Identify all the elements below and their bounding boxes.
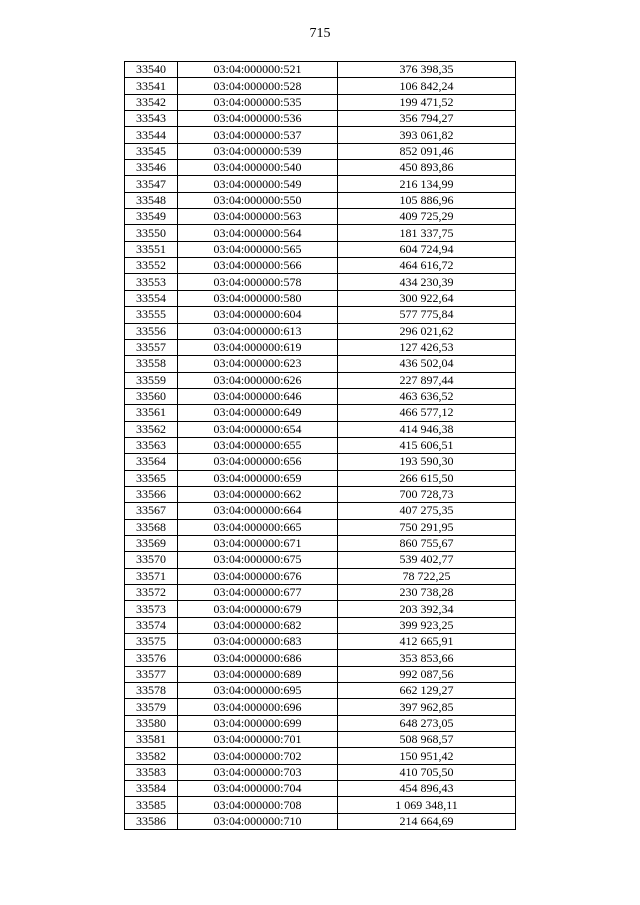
table-row [125, 274, 516, 290]
table-row [125, 634, 516, 650]
value-cell: 434 230,39 [338, 274, 516, 290]
row-number-cell: 33561 [125, 405, 178, 421]
table-row [125, 454, 516, 470]
row-number-cell: 33563 [125, 437, 178, 453]
row-number-cell: 33556 [125, 323, 178, 339]
table-row [125, 568, 516, 584]
cadastral-value-table [124, 61, 516, 830]
value-cell: 466 577,12 [338, 405, 516, 421]
row-number-cell: 33578 [125, 683, 178, 699]
table-row [125, 437, 516, 453]
row-number-cell: 33573 [125, 601, 178, 617]
row-number-cell: 33575 [125, 634, 178, 650]
cadastral-number-cell: 03:04:000000:677 [178, 585, 338, 601]
table-row [125, 192, 516, 208]
value-cell: 300 922,64 [338, 290, 516, 306]
value-cell: 214 664,69 [338, 813, 516, 829]
cadastral-number-cell: 03:04:000000:679 [178, 601, 338, 617]
row-number-cell: 33568 [125, 519, 178, 535]
table-row [125, 225, 516, 241]
row-number-cell: 33558 [125, 356, 178, 372]
row-number-cell: 33569 [125, 535, 178, 551]
value-cell: 992 087,56 [338, 666, 516, 682]
row-number-cell: 33560 [125, 388, 178, 404]
table-row [125, 552, 516, 568]
cadastral-number-cell: 03:04:000000:659 [178, 470, 338, 486]
value-cell: 127 426,53 [338, 339, 516, 355]
value-cell: 266 615,50 [338, 470, 516, 486]
value-cell: 407 275,35 [338, 503, 516, 519]
table-row [125, 748, 516, 764]
table-row [125, 94, 516, 110]
table-row [125, 601, 516, 617]
cadastral-number-cell: 03:04:000000:623 [178, 356, 338, 372]
row-number-cell: 33574 [125, 617, 178, 633]
row-number-cell: 33547 [125, 176, 178, 192]
table-row [125, 143, 516, 159]
row-number-cell: 33565 [125, 470, 178, 486]
value-cell: 78 722,25 [338, 568, 516, 584]
row-number-cell: 33550 [125, 225, 178, 241]
table-row [125, 486, 516, 502]
value-cell: 464 616,72 [338, 258, 516, 274]
row-number-cell: 33577 [125, 666, 178, 682]
row-number-cell: 33567 [125, 503, 178, 519]
cadastral-number-cell: 03:04:000000:619 [178, 339, 338, 355]
table-row [125, 388, 516, 404]
value-cell: 216 134,99 [338, 176, 516, 192]
row-number-cell: 33583 [125, 764, 178, 780]
cadastral-number-cell: 03:04:000000:537 [178, 127, 338, 143]
cadastral-number-cell: 03:04:000000:656 [178, 454, 338, 470]
table-row [125, 356, 516, 372]
cadastral-number-cell: 03:04:000000:564 [178, 225, 338, 241]
cadastral-number-cell: 03:04:000000:671 [178, 535, 338, 551]
row-number-cell: 33564 [125, 454, 178, 470]
row-number-cell: 33540 [125, 62, 178, 78]
value-cell: 662 129,27 [338, 683, 516, 699]
row-number-cell: 33584 [125, 781, 178, 797]
table-row [125, 339, 516, 355]
cadastral-number-cell: 03:04:000000:646 [178, 388, 338, 404]
value-cell: 750 291,95 [338, 519, 516, 535]
row-number-cell: 33551 [125, 241, 178, 257]
row-number-cell: 33566 [125, 486, 178, 502]
cadastral-number-cell: 03:04:000000:682 [178, 617, 338, 633]
value-cell: 393 061,82 [338, 127, 516, 143]
cadastral-number-cell: 03:04:000000:566 [178, 258, 338, 274]
row-number-cell: 33570 [125, 552, 178, 568]
cadastral-number-cell: 03:04:000000:701 [178, 732, 338, 748]
table-row [125, 290, 516, 306]
table-row [125, 160, 516, 176]
row-number-cell: 33579 [125, 699, 178, 715]
table-row [125, 258, 516, 274]
cadastral-number-cell: 03:04:000000:536 [178, 111, 338, 127]
cadastral-number-cell: 03:04:000000:708 [178, 797, 338, 813]
cadastral-number-cell: 03:04:000000:695 [178, 683, 338, 699]
cadastral-number-cell: 03:04:000000:578 [178, 274, 338, 290]
page-number: 715 [309, 26, 331, 41]
row-number-cell: 33585 [125, 797, 178, 813]
table-row [125, 127, 516, 143]
table-row [125, 78, 516, 94]
value-cell: 150 951,42 [338, 748, 516, 764]
value-cell: 181 337,75 [338, 225, 516, 241]
cadastral-number-cell: 03:04:000000:675 [178, 552, 338, 568]
cadastral-number-cell: 03:04:000000:540 [178, 160, 338, 176]
table-row [125, 323, 516, 339]
value-cell: 230 738,28 [338, 585, 516, 601]
value-cell: 106 842,24 [338, 78, 516, 94]
row-number-cell: 33554 [125, 290, 178, 306]
row-number-cell: 33586 [125, 813, 178, 829]
row-number-cell: 33549 [125, 209, 178, 225]
cadastral-number-cell: 03:04:000000:613 [178, 323, 338, 339]
cadastral-number-cell: 03:04:000000:704 [178, 781, 338, 797]
table-row [125, 307, 516, 323]
table-row [125, 650, 516, 666]
value-cell: 414 946,38 [338, 421, 516, 437]
value-cell: 356 794,27 [338, 111, 516, 127]
table-row [125, 797, 516, 813]
value-cell: 203 392,34 [338, 601, 516, 617]
cadastral-number-cell: 03:04:000000:676 [178, 568, 338, 584]
table-row [125, 764, 516, 780]
cadastral-number-cell: 03:04:000000:664 [178, 503, 338, 519]
table-row [125, 241, 516, 257]
cadastral-number-cell: 03:04:000000:665 [178, 519, 338, 535]
value-cell: 648 273,05 [338, 715, 516, 731]
cadastral-number-cell: 03:04:000000:626 [178, 372, 338, 388]
table-row [125, 111, 516, 127]
row-number-cell: 33562 [125, 421, 178, 437]
table-row [125, 585, 516, 601]
value-cell: 397 962,85 [338, 699, 516, 715]
row-number-cell: 33553 [125, 274, 178, 290]
table-row [125, 470, 516, 486]
table-row [125, 715, 516, 731]
value-cell: 508 968,57 [338, 732, 516, 748]
cadastral-number-cell: 03:04:000000:683 [178, 634, 338, 650]
cadastral-number-cell: 03:04:000000:662 [178, 486, 338, 502]
row-number-cell: 33548 [125, 192, 178, 208]
row-number-cell: 33552 [125, 258, 178, 274]
value-cell: 539 402,77 [338, 552, 516, 568]
row-number-cell: 33572 [125, 585, 178, 601]
table-row [125, 535, 516, 551]
cadastral-number-cell: 03:04:000000:565 [178, 241, 338, 257]
value-cell: 604 724,94 [338, 241, 516, 257]
cadastral-number-cell: 03:04:000000:710 [178, 813, 338, 829]
table-row [125, 209, 516, 225]
table-row [125, 372, 516, 388]
table-row [125, 519, 516, 535]
value-cell: 450 893,86 [338, 160, 516, 176]
cadastral-number-cell: 03:04:000000:689 [178, 666, 338, 682]
value-cell: 296 021,62 [338, 323, 516, 339]
cadastral-number-cell: 03:04:000000:654 [178, 421, 338, 437]
cadastral-number-cell: 03:04:000000:550 [178, 192, 338, 208]
cadastral-number-cell: 03:04:000000:549 [178, 176, 338, 192]
cadastral-number-cell: 03:04:000000:686 [178, 650, 338, 666]
row-number-cell: 33581 [125, 732, 178, 748]
value-cell: 199 471,52 [338, 94, 516, 110]
table-row [125, 666, 516, 682]
cadastral-number-cell: 03:04:000000:604 [178, 307, 338, 323]
cadastral-number-cell: 03:04:000000:521 [178, 62, 338, 78]
row-number-cell: 33541 [125, 78, 178, 94]
table-row [125, 732, 516, 748]
cadastral-number-cell: 03:04:000000:649 [178, 405, 338, 421]
row-number-cell: 33580 [125, 715, 178, 731]
value-cell: 577 775,84 [338, 307, 516, 323]
row-number-cell: 33555 [125, 307, 178, 323]
cadastral-number-cell: 03:04:000000:703 [178, 764, 338, 780]
value-cell: 410 705,50 [338, 764, 516, 780]
table-row [125, 617, 516, 633]
cadastral-number-cell: 03:04:000000:535 [178, 94, 338, 110]
value-cell: 454 896,43 [338, 781, 516, 797]
row-number-cell: 33542 [125, 94, 178, 110]
cadastral-number-cell: 03:04:000000:539 [178, 143, 338, 159]
table-row [125, 176, 516, 192]
row-number-cell: 33545 [125, 143, 178, 159]
row-number-cell: 33576 [125, 650, 178, 666]
cadastral-number-cell: 03:04:000000:580 [178, 290, 338, 306]
value-cell: 860 755,67 [338, 535, 516, 551]
value-cell: 412 665,91 [338, 634, 516, 650]
value-cell: 193 590,30 [338, 454, 516, 470]
cadastral-number-cell: 03:04:000000:528 [178, 78, 338, 94]
cadastral-number-cell: 03:04:000000:563 [178, 209, 338, 225]
value-cell: 376 398,35 [338, 62, 516, 78]
table-row [125, 405, 516, 421]
value-cell: 227 897,44 [338, 372, 516, 388]
value-cell: 409 725,29 [338, 209, 516, 225]
cadastral-number-cell: 03:04:000000:655 [178, 437, 338, 453]
row-number-cell: 33546 [125, 160, 178, 176]
value-cell: 353 853,66 [338, 650, 516, 666]
value-cell: 105 886,96 [338, 192, 516, 208]
cadastral-number-cell: 03:04:000000:702 [178, 748, 338, 764]
table-row [125, 699, 516, 715]
row-number-cell: 33544 [125, 127, 178, 143]
table-row [125, 683, 516, 699]
value-cell: 436 502,04 [338, 356, 516, 372]
value-cell: 1 069 348,11 [338, 797, 516, 813]
cadastral-number-cell: 03:04:000000:696 [178, 699, 338, 715]
cadastral-number-cell: 03:04:000000:699 [178, 715, 338, 731]
value-cell: 852 091,46 [338, 143, 516, 159]
row-number-cell: 33543 [125, 111, 178, 127]
table-row [125, 781, 516, 797]
table-row [125, 62, 516, 78]
table-row [125, 503, 516, 519]
value-cell: 700 728,73 [338, 486, 516, 502]
row-number-cell: 33582 [125, 748, 178, 764]
table-row [125, 813, 516, 829]
row-number-cell: 33557 [125, 339, 178, 355]
value-cell: 399 923,25 [338, 617, 516, 633]
table-body [125, 62, 516, 830]
value-cell: 415 606,51 [338, 437, 516, 453]
value-cell: 463 636,52 [338, 388, 516, 404]
row-number-cell: 33559 [125, 372, 178, 388]
table-row [125, 421, 516, 437]
row-number-cell: 33571 [125, 568, 178, 584]
